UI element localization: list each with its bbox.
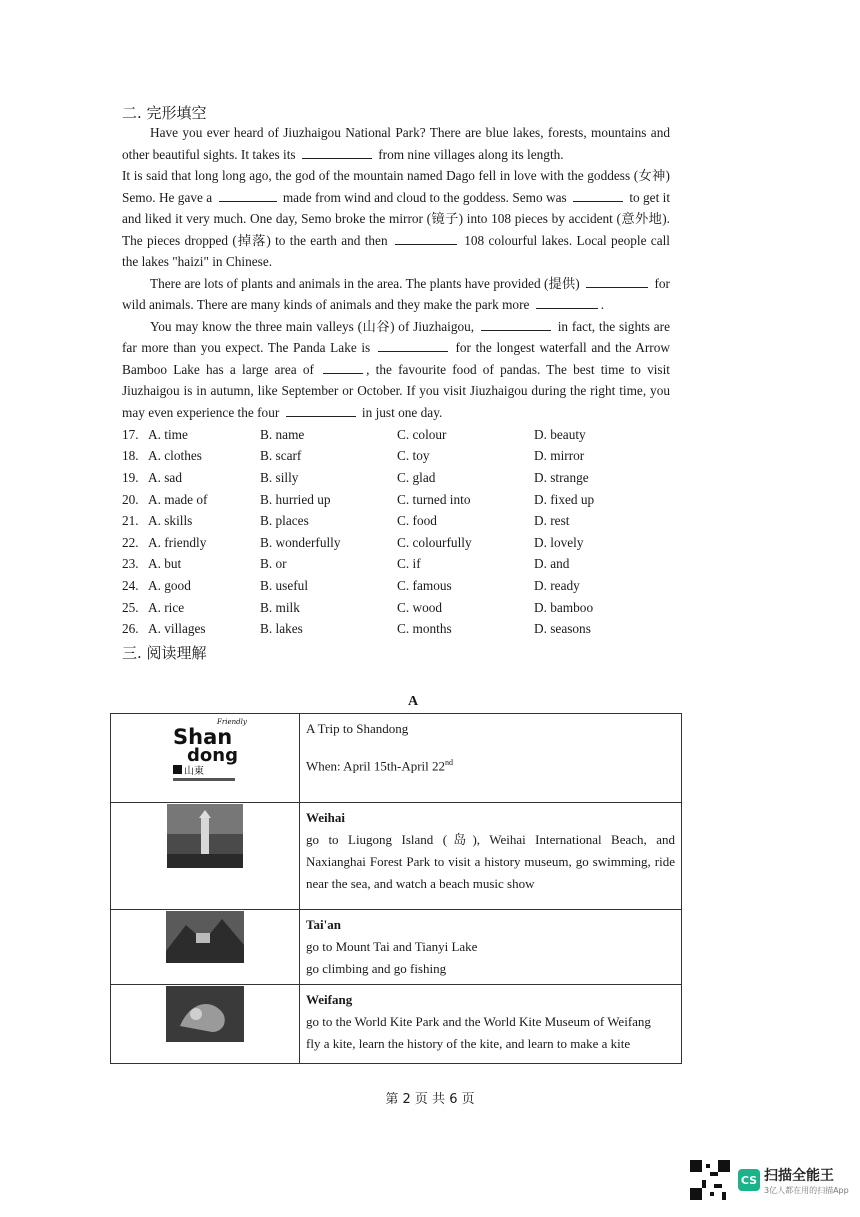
svg-text:山東: 山東 — [184, 766, 204, 777]
trip-table — [110, 713, 682, 1064]
option-row: 19. A. sad B. silly C. glad D. strange — [122, 469, 589, 485]
svg-text:Shan: Shan — [173, 725, 233, 749]
blank-17 — [302, 145, 372, 159]
option-row: 26. A. villages B. lakes C. months D. seasons — [122, 621, 591, 637]
option-row: 18. A. clothes B. scarf C. toy D. mirror — [122, 448, 585, 464]
section-cloze-title: 二. 完形填空 — [122, 104, 207, 122]
scanner-watermark — [690, 1160, 849, 1200]
option-row: 25. A. rice B. milk C. wood D. bamboo — [122, 599, 594, 615]
place-name: Weifang — [306, 992, 353, 1007]
cloze-paragraph-3: There are lots of plants and animals in the area. The plants have provided (提供) for wild animals. There are many kinds of animals and they make the park more . — [122, 275, 670, 312]
blank-24 — [378, 338, 448, 352]
kite-photo — [166, 986, 244, 1042]
blank-18 — [219, 188, 277, 202]
blank-19 — [573, 188, 623, 202]
table-row — [111, 910, 682, 985]
shandong-logo — [169, 715, 247, 785]
answer-options — [122, 424, 682, 640]
passage-label: A — [408, 694, 419, 709]
place-name: Weihai — [306, 810, 346, 825]
option-row: 23. A. but B. or C. if D. and — [122, 556, 570, 572]
option-row: 22. A. friendly B. wonderfully C. colourfully D. lovely — [122, 534, 584, 550]
weihai-cell — [300, 803, 682, 910]
scanner-text: 扫描全能王 3亿人都在用的扫描App — [764, 1167, 849, 1195]
place-destinations: go to Mount Tai and Tianyi Lake — [306, 939, 478, 954]
place-activities: go climbing and go fishing — [306, 961, 447, 976]
cloze-paragraph-2: It is said that long long ago, the god of the mountain named Dago fell in love with the goddess (女神) Semo. He gave a made from wind and cloud to the goddess. Semo was to get it and liked it very much. One day, Semo broke the mirror (镜子) into 108 pieces by accident (意外地). The pieces dropped (掉落) to the earth and then 108 colourful lakes. Local people call the lakes "haizi" in Chinese. — [122, 168, 671, 269]
place-activities: fly a kite, learn the history of the kite, and learn to make a kite — [306, 1036, 631, 1051]
weihai-photo-cell — [111, 803, 300, 910]
table-row — [111, 985, 682, 1064]
taian-cell — [300, 910, 682, 985]
svg-text:Friendly: Friendly — [217, 718, 247, 726]
blank-20 — [395, 231, 457, 245]
blank-23 — [481, 317, 551, 331]
blank-25 — [323, 360, 363, 374]
mountain-photo — [166, 911, 244, 963]
blank-22 — [536, 295, 598, 309]
blank-21 — [586, 274, 648, 288]
table-row — [111, 714, 682, 803]
blank-26 — [286, 403, 356, 417]
camscanner-logo: CS — [738, 1169, 760, 1191]
option-row: 17. A. time B. name C. colour D. beauty — [122, 426, 586, 442]
trip-header-cell — [300, 714, 682, 803]
table-row — [111, 803, 682, 910]
page-number: 第 2 页 共 6 页 — [385, 1092, 475, 1107]
cloze-paragraph-1: Have you ever heard of Jiuzhaigou National Park? There are blue lakes, forests, mountains and other beautiful sights. It takes its from nine villages along its length. — [122, 125, 670, 162]
taian-photo-cell — [111, 910, 300, 985]
place-activities: go to Liugong Island (岛), Weihai International Beach, and Naxianghai Forest Park to visit a history museum, go swimming, ride near the sea, and watch a beach music show — [306, 832, 675, 891]
shandong-logo-cell — [111, 714, 300, 803]
section-reading-title: 三. 阅读理解 — [122, 644, 207, 662]
place-name: Tai'an — [306, 917, 341, 932]
option-row: 20. A. made of B. hurried up C. turned into D. fixed up — [122, 491, 595, 507]
lighthouse-photo — [167, 804, 243, 868]
cloze-paragraph-4: You may know the three main valleys (山谷) of Jiuzhaigou, in fact, the sights are far more than you expect. The Panda Lake is for the longest waterfall and the Arrow Bamboo Lake has a large area of , the favourite food of pandas. The best time to visit Jiuzhaigou is in autumn, like September or October. If you visit Jiuzhaigou during the right time, you may even experience the four in just one day. — [122, 318, 671, 420]
weifang-photo-cell — [111, 985, 300, 1064]
svg-text:dong: dong — [187, 745, 238, 766]
option-row: 21. A. skills B. places C. food D. rest — [122, 513, 570, 529]
trip-dates: When: April 15th-April 22nd — [306, 758, 454, 774]
option-row: 24. A. good B. useful C. famous D. ready — [122, 577, 580, 593]
cloze-passage — [122, 122, 670, 423]
trip-title: A Trip to Shandong — [306, 721, 409, 736]
weifang-cell — [300, 985, 682, 1064]
qr-code-icon — [690, 1160, 730, 1200]
place-destinations: go to the World Kite Park and the World Kite Museum of Weifang — [306, 1014, 651, 1029]
